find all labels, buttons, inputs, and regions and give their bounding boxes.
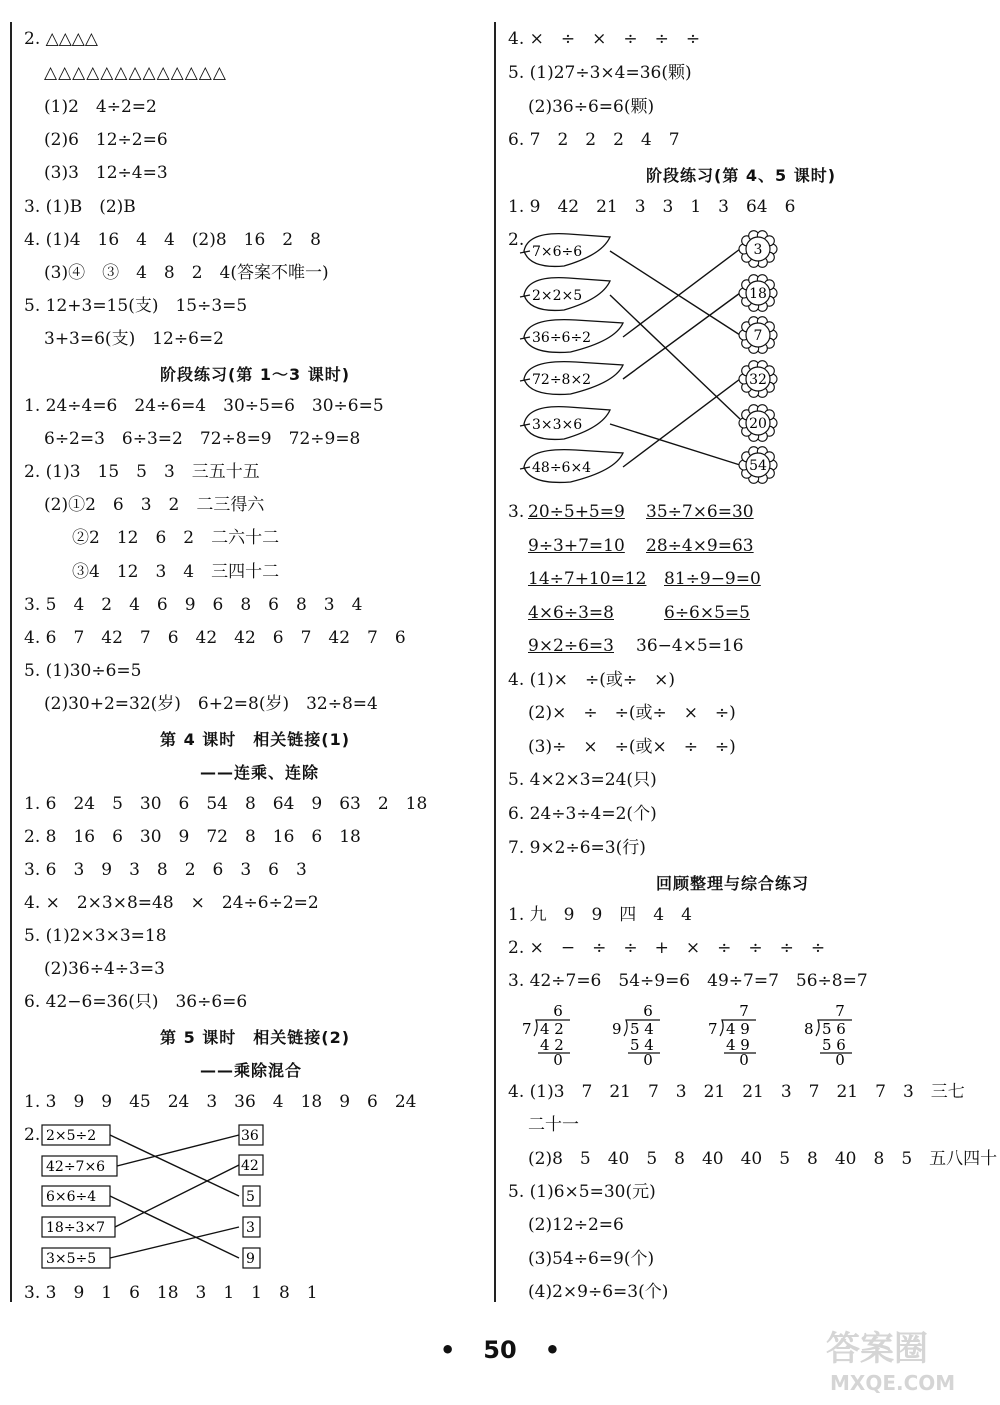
equation: 28÷4×9=63 <box>646 536 754 556</box>
right-line: 7. 9×2÷6=3(行) <box>508 838 646 858</box>
match-left-expr: 18÷3×7 <box>46 1220 106 1236</box>
remainder: 0 <box>643 1051 653 1069</box>
page-number-value: 50 <box>483 1336 517 1364</box>
equation: 6÷6×5=5 <box>664 603 750 623</box>
section-heading: 阶段练习(第 4、5 课时) <box>646 166 837 185</box>
flower-text: 54 <box>749 458 767 474</box>
section-heading: 阶段练习(第 1～3 课时) <box>160 365 351 384</box>
quotient: 7 <box>835 1002 845 1020</box>
match-left-expr: 42÷7×6 <box>46 1159 106 1175</box>
section-subheading: ——连乘、连除 <box>200 763 320 782</box>
long-division <box>804 1002 852 1069</box>
left-line: (2)36÷4÷3=3 <box>44 959 165 979</box>
quotient: 6 <box>643 1002 653 1020</box>
svg-text:答案圈: 答案圈 <box>826 1329 928 1369</box>
equation: 4×6÷3=8 <box>528 603 614 623</box>
left-line: 3. 6 3 9 3 8 2 6 3 6 3 <box>24 860 307 880</box>
right-line: (2)12÷2=6 <box>528 1215 624 1235</box>
right-line: 3. <box>508 502 525 522</box>
leaf-expression <box>520 234 610 267</box>
long-division <box>612 1002 660 1069</box>
left-line: 2. 8 16 6 30 9 72 8 16 6 18 <box>24 827 361 847</box>
section-heading: 第 4 课时 相关链接(1) <box>160 730 351 749</box>
right-line: 1. 9 42 21 3 3 1 3 64 6 <box>508 197 796 217</box>
leaf-text: 72÷8×2 <box>532 372 592 388</box>
bullet-dot: • <box>439 1336 456 1364</box>
right-line: 4. × ÷ × ÷ ÷ ÷ <box>508 29 701 49</box>
left-line: 1. 3 9 9 45 24 3 36 4 18 9 6 24 <box>24 1092 417 1112</box>
leaf-text: 48÷6×4 <box>532 460 592 476</box>
leaf-expression <box>520 407 610 440</box>
right-line: 6. 24÷3÷4=2(个) <box>508 804 657 824</box>
right-line: 6. 7 2 2 2 4 7 <box>508 130 680 150</box>
flower-value <box>739 275 777 312</box>
right-line: 5. (1)27÷3×4=36(颗) <box>508 63 692 83</box>
left-line: ③4 12 3 4 三四十二 <box>72 562 280 582</box>
equation: 20÷5+5=9 <box>528 502 625 522</box>
leaf-expression <box>520 278 610 311</box>
flowers <box>739 231 777 484</box>
equation: 36−4×5=16 <box>636 636 744 656</box>
equation: 14÷7+10=12 <box>528 569 647 589</box>
left-line: (3)④ ③ 4 8 2 4(答案不唯一) <box>44 263 329 283</box>
left-line: (2)30+2=32(岁) 6+2=8(岁) 32÷8=4 <box>44 694 378 714</box>
remainder: 0 <box>739 1051 749 1069</box>
left-line: 4. × 2×3×8=48 × 24÷6÷2=2 <box>24 893 319 913</box>
match-left-expr: 6×6÷4 <box>46 1189 97 1205</box>
match-left-boxes <box>42 1125 117 1268</box>
product: 5 6 <box>822 1036 846 1054</box>
match-right-value: 9 <box>246 1251 255 1267</box>
flower-value <box>739 361 777 398</box>
equation: 35÷7×6=30 <box>646 502 754 522</box>
match-left-expr: 3×5÷5 <box>46 1251 97 1267</box>
flower-value <box>739 231 777 268</box>
left-line: 6÷2=3 6÷3=2 72÷8=9 72÷9=8 <box>44 429 361 449</box>
dividend: 5 6 <box>822 1020 846 1038</box>
right-line: 4. (1)× ÷(或÷ ×) <box>508 670 675 690</box>
left-line: (2)①2 6 3 2 二三得六 <box>44 495 265 515</box>
left-line: 3. (1)B (2)B <box>24 197 136 217</box>
right-line: 2. <box>508 230 525 250</box>
flower-text: 7 <box>753 328 763 344</box>
right-line: (2)× ÷ ÷(或÷ × ÷) <box>528 703 736 723</box>
left-line: 3. 5 4 2 4 6 9 6 8 6 8 3 4 <box>24 595 363 615</box>
leaf-text: 36÷6÷2 <box>532 330 592 346</box>
equation: 9÷3+7=10 <box>528 536 625 556</box>
left-line: (2)6 12÷2=6 <box>44 130 168 150</box>
left-line: 6. 42−6=36(只) 36÷6=6 <box>24 992 248 1012</box>
match-left-expr: 2×5÷2 <box>46 1128 97 1144</box>
right-line: (3)54÷6=9(个) <box>528 1249 655 1269</box>
left-triangles: △△△△△△△△△△△△△ <box>44 63 227 83</box>
right-line: (2)8 5 40 5 8 40 40 5 8 40 8 5 五八四十 <box>528 1149 998 1169</box>
divisor: 7 <box>522 1020 532 1038</box>
long-division <box>708 1002 756 1069</box>
left-line: 4. 6 7 42 7 6 42 42 6 7 42 7 6 <box>24 628 406 648</box>
divisor: 8 <box>804 1020 814 1038</box>
right-line: 二十一 <box>528 1115 579 1135</box>
flower-text: 32 <box>749 372 767 388</box>
left-line: 1. 24÷4=6 24÷6=4 30÷5=6 30÷6=5 <box>24 396 384 416</box>
match-right-value: 36 <box>241 1128 259 1144</box>
flower-text: 3 <box>753 242 763 258</box>
match-diagram-left <box>40 1120 280 1275</box>
remainder: 0 <box>835 1051 845 1069</box>
left-line: 3. 3 9 1 6 18 3 1 1 8 1 <box>24 1283 318 1303</box>
flower-text: 18 <box>749 286 767 302</box>
match-lines <box>610 249 740 467</box>
left-line: 5. (1)2×3×3=18 <box>24 926 167 946</box>
column-divider <box>494 22 496 1302</box>
flower-value <box>739 317 777 354</box>
leaf-text: 3×3×6 <box>532 417 583 433</box>
flower-text: 20 <box>749 416 767 432</box>
section-heading: 第 5 课时 相关链接(2) <box>160 1028 351 1047</box>
match-right-value: 42 <box>241 1158 259 1174</box>
left-line: 5. (1)30÷6=5 <box>24 661 142 681</box>
right-line: 5. (1)6×5=30(元) <box>508 1182 656 1202</box>
bullet-dot: • <box>544 1336 561 1364</box>
match-right-boxes <box>239 1125 263 1268</box>
match-right-value: 5 <box>246 1189 255 1205</box>
product: 5 4 <box>630 1036 654 1054</box>
watermark-logo <box>820 1318 995 1398</box>
section-heading: 回顾整理与综合练习 <box>656 874 810 893</box>
leaf-expression <box>520 450 623 483</box>
divisor: 7 <box>708 1020 718 1038</box>
dividend: 5 4 <box>630 1020 654 1038</box>
leaf-text: 7×6÷6 <box>532 244 583 260</box>
leaf-text: 2×2×5 <box>532 288 583 304</box>
right-line: 2. × − ÷ ÷ + × ÷ ÷ ÷ ÷ <box>508 938 826 958</box>
leaf-expression <box>520 320 623 353</box>
divisor: 9 <box>612 1020 622 1038</box>
long-division <box>522 1002 570 1069</box>
leaves <box>520 234 623 483</box>
left-line: 5. 12+3=15(支) 15÷3=5 <box>24 296 248 316</box>
product: 4 2 <box>540 1036 564 1054</box>
left-line: ②2 12 6 2 二六十二 <box>72 528 280 548</box>
left-q2-header: 2. △△△△ <box>24 29 98 49</box>
right-line: 3. 42÷7=6 54÷9=6 49÷7=7 56÷8=7 <box>508 971 868 991</box>
equation: 81÷9−9=0 <box>664 569 761 589</box>
left-line: 2. <box>24 1125 41 1145</box>
left-line: 3+3=6(支) 12÷6=2 <box>44 329 224 349</box>
left-line: 1. 6 24 5 30 6 54 8 64 9 63 2 18 <box>24 794 428 814</box>
product: 4 9 <box>726 1036 750 1054</box>
right-line: (4)2×9÷6=3(个) <box>528 1282 669 1302</box>
right-line: 1. 九 9 9 四 4 4 <box>508 905 692 925</box>
quotient: 7 <box>739 1002 749 1020</box>
svg-text:MXQE.COM: MXQE.COM <box>830 1371 956 1395</box>
quotient: 6 <box>553 1002 563 1020</box>
equation: 9×2÷6=3 <box>528 636 614 656</box>
left-line: (1)2 4÷2=2 <box>44 97 157 117</box>
left-line: (3)3 12÷4=3 <box>44 163 168 183</box>
dividend: 4 9 <box>726 1020 750 1038</box>
right-line: 5. 4×2×3=24(只) <box>508 770 657 790</box>
match-right-value: 3 <box>246 1220 255 1236</box>
leaf-expression <box>520 362 623 395</box>
leaf-flower-matching <box>518 227 788 487</box>
flower-value <box>739 447 777 484</box>
left-line: 2. (1)3 15 5 3 三五十五 <box>24 462 260 482</box>
left-line: 4. (1)4 16 4 4 (2)8 16 2 8 <box>24 230 321 250</box>
right-line: (2)36÷6=6(颗) <box>528 97 655 117</box>
dividend: 4 2 <box>540 1020 564 1038</box>
flower-value <box>739 405 777 442</box>
section-subheading: ——乘除混合 <box>200 1061 303 1080</box>
long-division-set <box>520 1000 860 1070</box>
left-margin-rule <box>10 22 12 1302</box>
right-line: 4. (1)3 7 21 7 3 21 21 3 7 21 7 3 三七 <box>508 1082 965 1102</box>
remainder: 0 <box>553 1051 563 1069</box>
right-line: (3)÷ × ÷(或× ÷ ÷) <box>528 737 736 757</box>
